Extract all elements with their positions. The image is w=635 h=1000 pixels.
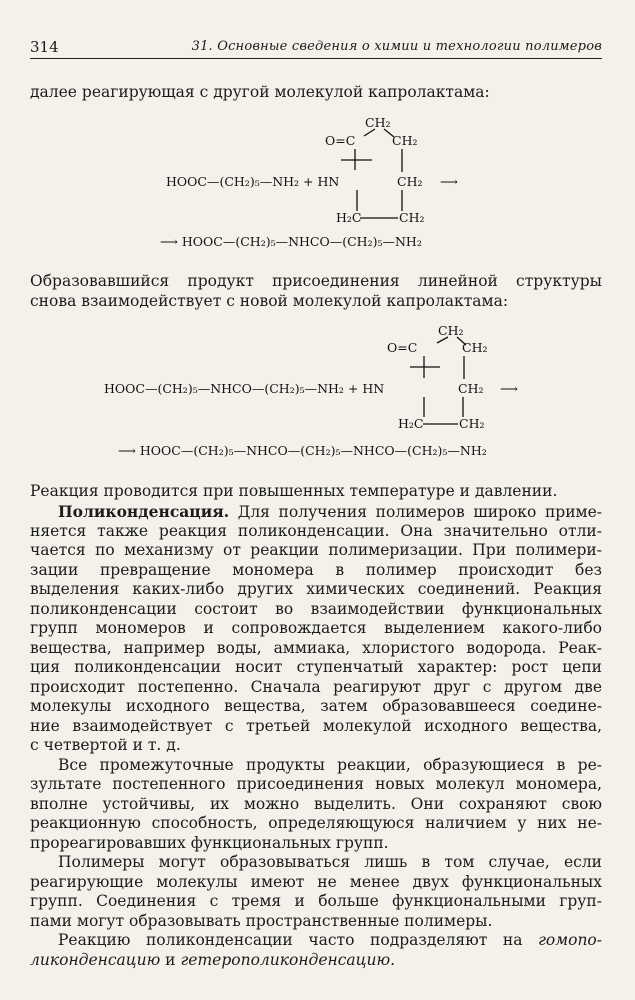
term-homopolycondensation-start: гомопо- [538, 931, 602, 949]
para3-line-4: зации превращение мономера в полимер происходит без [30, 561, 602, 579]
para3-line-3: чается по механизму от реакции полимеризации. При полимери- [30, 541, 602, 559]
para3-line-12: ние взаимодействует с третьей молекулой исходного вещества, [30, 717, 602, 735]
scheme1-carbonyl: O=C [325, 133, 356, 148]
para6-line-1 [30, 931, 602, 950]
para3-line-7: групп мономеров и сопровождается выделением какого-либо [30, 619, 602, 637]
scheme1-left-side: HOOC—(CH₂)₅—NH₂ + HN [166, 174, 340, 189]
polycondensation-heading: Поликонденсация. [58, 502, 230, 521]
para4-line-4: реакционную способность, определяющуюся наличием у них не- [30, 814, 602, 832]
scheme2-arrow: ⟶ [500, 381, 518, 396]
scheme1-ch2-right: CH₂ [397, 174, 423, 189]
scheme1-product: ⟶ HOOC—(CH₂)₅—NHCO—(CH₂)₅—NH₂ [160, 234, 422, 249]
para3-line-8: вещества, например воды, аммиака, хлористого водорода. Реак- [30, 639, 602, 657]
scheme1-ring-top: CH₂ [365, 115, 391, 130]
para3-line-6: поликонденсации состоит во взаимодействии функциональных [30, 600, 602, 618]
para5-line-1: Полимеры могут образовываться лишь в том случае, если [58, 853, 602, 871]
para4-line-5: прореагировавших функциональных групп. [30, 834, 389, 852]
intro-line: далее реагирующая с другой молекулой капролактама: [30, 83, 490, 101]
para6-line-2 [30, 951, 602, 970]
para3-line-11: молекулы исходного вещества, затем образовавшееся соедине- [30, 697, 602, 715]
para3-line-2: няется также реакция поликонденсации. Она значительно отли- [30, 522, 602, 540]
para4-line-3: вполне устойчивы, их можно выделить. Они сохраняют свою [30, 795, 602, 813]
scheme2-ring-top: CH₂ [438, 323, 464, 338]
term-heteropolycondensation: гетерополиконденсацию. [180, 951, 396, 969]
scheme2-left-side: HOOC—(CH₂)₅—NHCO—(CH₂)₅—NH₂ + HN [104, 381, 385, 396]
para3-line-13: с четвертой и т. д. [30, 736, 181, 754]
running-title: 31. Основные сведения о химии и технологии полимеров [191, 39, 602, 54]
reaction-scheme-2 [0, 0, 635, 480]
para3-line-1 [30, 502, 602, 522]
scheme1-ch2-bottom-left: H₂C [336, 210, 362, 225]
para5-line-3: групп. Соединения с тремя и больше функциональными груп- [30, 892, 602, 910]
scheme1-arrow: ⟶ [440, 174, 458, 189]
scheme2-ch2-bottom-right: CH₂ [459, 416, 485, 431]
scheme2-ch2-right: CH₂ [458, 381, 484, 396]
para4-line-2: зультате постепенного присоединения новых молекул мономера, [30, 775, 602, 793]
para4-line-1: Все промежуточные продукты реакции, образующиеся в ре- [58, 756, 602, 774]
para6-line1-text: Реакцию поликонденсации часто подразделяют на [58, 931, 523, 949]
scheme1-ch2-upper-right: CH₂ [392, 133, 418, 148]
scheme2-product: ⟶ HOOC—(CH₂)₅—NHCO—(CH₂)₅—NHCO—(CH₂)₅—NH₂ [118, 443, 487, 458]
page-number: 314 [30, 38, 59, 56]
para5-line-2: реагирующие молекулы имеют не менее двух функциональных [30, 873, 602, 891]
para1-line-2: снова взаимодействует с новой молекулой капролактама: [30, 292, 509, 310]
para3-line-5: выделения каких-либо других химических соединений. Реакция [30, 580, 602, 598]
para6-conjunction: и [165, 951, 176, 969]
para1-line-1: Образовавшийся продукт присоединения линейной структуры [30, 272, 602, 290]
para3-first-line-rest: Для получения полимеров широко приме- [237, 503, 602, 521]
para2: Реакция проводится при повышенных температуре и давлении. [30, 482, 558, 500]
scheme2-ch2-bottom-left: H₂C [398, 416, 424, 431]
para3-line-10: происходит постепенно. Сначала реагируют друг с другом две [30, 678, 602, 696]
para5-line-4: пами могут образовывать пространственные полимеры. [30, 912, 493, 930]
para3-line-9: ция поликонденсации носит ступенчатый характер: рост цепи [30, 658, 602, 676]
scheme2-carbonyl: O=C [387, 340, 418, 355]
scheme1-ch2-bottom-right: CH₂ [399, 210, 425, 225]
term-homopolycondensation-end: ликонденсацию [30, 951, 161, 969]
scheme2-ch2-upper-right: CH₂ [462, 340, 488, 355]
